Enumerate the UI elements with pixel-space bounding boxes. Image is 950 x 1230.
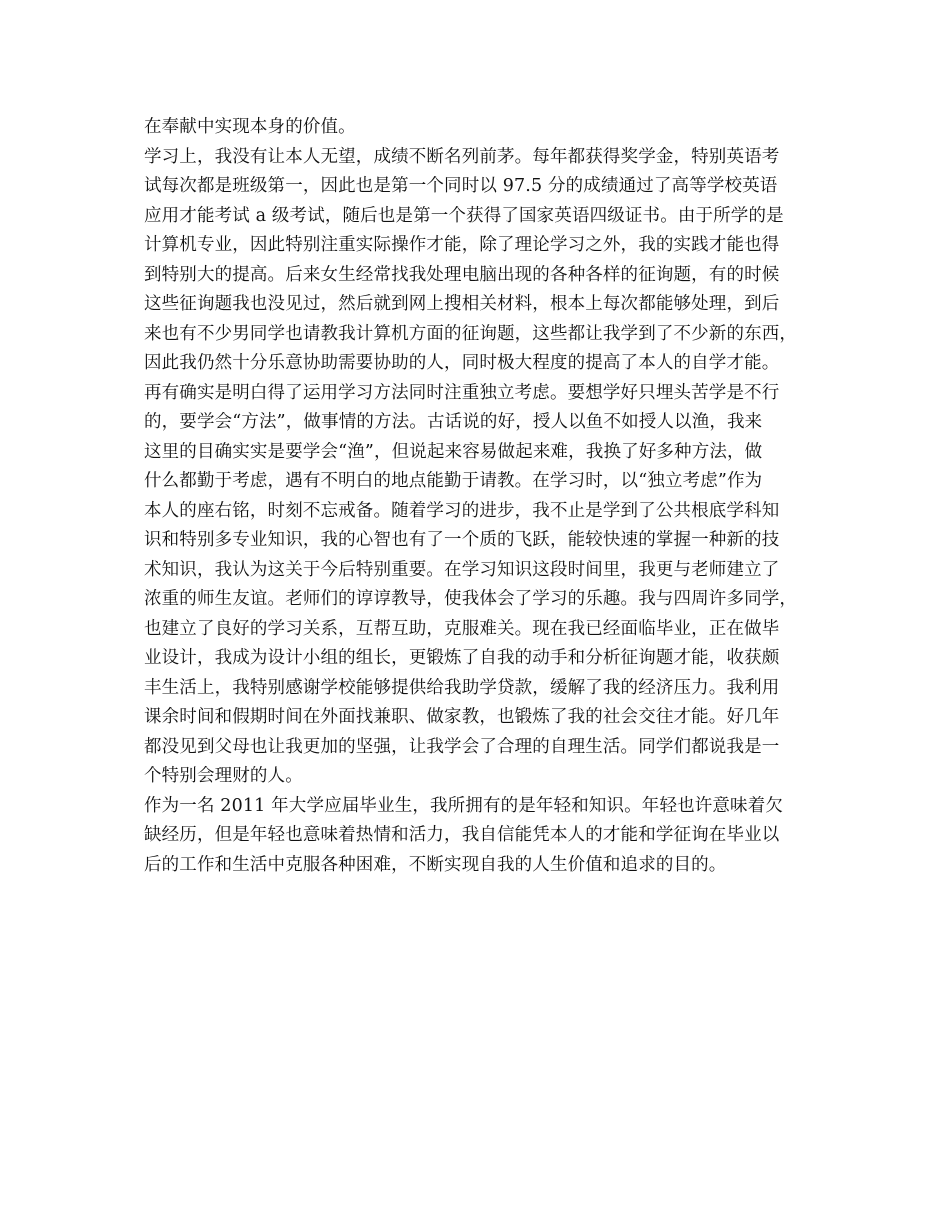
text-line: 业设计，我成为设计小组的组长，更锻炼了自我的动手和分析征询题才能，收获颇: [144, 648, 780, 668]
text-line: 在奉献中实现本身的价值。: [144, 117, 356, 137]
text-line: 学习上，我没有让本人无望，成绩不断名列前茅。每年都获得奖学金，特别英语考: [144, 146, 780, 167]
document-body: [144, 113, 824, 880]
text-line: 识和特别多专业知识，我的心智也有了一个质的飞跃，能较快速的掌握一种新的技: [144, 530, 780, 550]
text-line: 这里的目确实实是要学会“渔”，但说起来容易做起来难，我换了好多种方法，做: [144, 441, 763, 462]
text-line: 试每次都是班级第一，因此也是第一个同时以 97.5 分的成绩通过了高等学校英语: [144, 176, 778, 196]
text-line: 作为一名 2011 年大学应届毕业生，我所拥有的是年轻和知识。年轻也许意味着欠: [144, 795, 784, 816]
text-line: 这些征询题我也没见过，然后就到网上搜相关材料，根本上每次都能够处理，到后: [144, 294, 780, 314]
text-line: 的，要学会“方法”，做事情的方法。古话说的好，授人以鱼不如授人以渔，我来: [144, 412, 763, 432]
text-line: 因此我仍然十分乐意协助需要协助的人，同时极大程度的提高了本人的自学才能。: [144, 353, 780, 373]
text-line: 再有确实是明白得了运用学习方法同时注重独立考虑。要想学好只埋头苦学是不行: [144, 382, 780, 403]
text-line: 来也有不少男同学也请教我计算机方面的征询题，这些都让我学到了不少新的东西，: [144, 323, 798, 344]
text-line: 什么都勤于考虑，遇有不明白的地点能勤于请教。在学习时，以“独立考虑”作为: [144, 471, 763, 491]
text-line: 后的工作和生活中克服各种困难，不断实现自我的人生价值和追求的目的。: [144, 854, 727, 875]
text-line: 浓重的师生友谊。老师们的谆谆教导，使我体会了学习的乐趣。我与四周许多同学，: [144, 589, 798, 609]
text-line: 丰生活上，我特别感谢学校能够提供给我助学贷款，缓解了我的经济压力。我利用: [144, 677, 780, 698]
text-line: 缺经历，但是年轻也意味着热情和活力，我自信能凭本人的才能和学征询在毕业以: [144, 825, 780, 845]
text-line: 也建立了良好的学习关系，互帮互助，克服难关。现在我已经面临毕业，正在做毕: [144, 618, 780, 639]
text-line: 术知识，我认为这关于今后特别重要。在学习知识这段时间里，我更与老师建立了: [144, 559, 780, 580]
text-line: 到特别大的提高。后来女生经常找我处理电脑出现的各种各样的征询题，有的时候: [144, 264, 780, 285]
text-line: 计算机专业，因此特别注重实际操作才能，除了理论学习之外，我的实践才能也得: [144, 235, 780, 255]
text-line: 课余时间和假期时间在外面找兼职、做家教，也锻炼了我的社会交往才能。好几年: [144, 707, 780, 727]
text-line: 本人的座右铭，时刻不忘戒备。随着学习的进步，我不止是学到了公共根底学科知: [144, 500, 780, 521]
text-line: 应用才能考试 a 级考试，随后也是第一个获得了国家英语四级证书。由于所学的是: [144, 205, 784, 226]
text-line: 都没见到父母也让我更加的坚强，让我学会了合理的自理生活。同学们都说我是一: [144, 736, 780, 757]
text-line: 个特别会理财的人。: [144, 766, 303, 786]
